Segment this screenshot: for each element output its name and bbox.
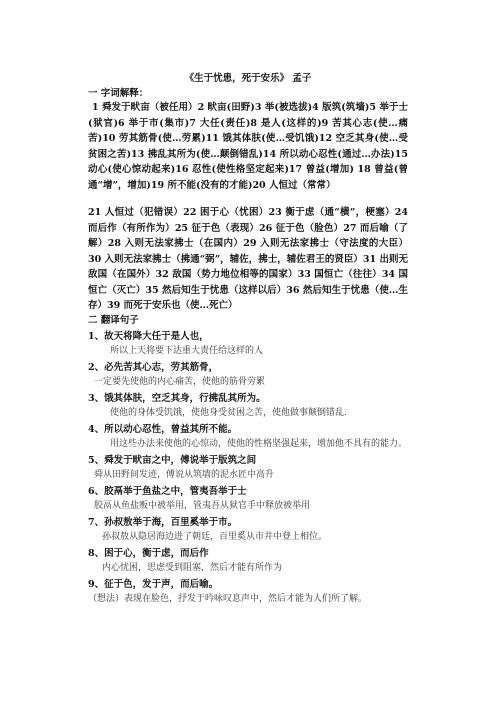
translation-answer: 胶鬲从鱼盐贩中被举用，管夷吾从狱官手中释放被举用 bbox=[94, 500, 311, 511]
translation-question: 2、必先苦其心志，劳其筋骨， bbox=[88, 361, 219, 373]
translation-question: 7、孙叔敖举于海，百里奚举于市。 bbox=[88, 516, 238, 528]
translation-answer: 内心忧困，思虑受到阻塞，然后才能有所作为 bbox=[102, 562, 283, 573]
translation-answer: 一定要先使他的内心痛苦，使他的筋骨劳累 bbox=[94, 376, 266, 387]
translation-question: 1、故天将降大任于是人也， bbox=[88, 330, 209, 342]
document-page bbox=[88, 72, 408, 608]
translation-question: 8、困于心，衡于虑，而后作 bbox=[88, 547, 209, 559]
translation-question: 5、舜发于畎亩之中，傅说举于版筑之间 bbox=[88, 454, 257, 466]
translation-question: 6、胶鬲举于鱼盐之中，管夷吾举于士 bbox=[88, 485, 247, 497]
translation-question: 9、征于色，发于声，而后喻。 bbox=[88, 578, 219, 590]
translation-answer: （想法）表现在脸色，抒发于吟咏叹息声中，然后才能为人们所了解。 bbox=[88, 593, 368, 604]
translation-answer: 孙叔敖从隐居海边进了朝廷，百里奚从市井中登上相位。 bbox=[102, 531, 328, 542]
section-heading-translation: 二 翻译句子 bbox=[88, 314, 139, 326]
translation-answer: 所以上天将要下达重大责任给这样的人 bbox=[110, 345, 264, 356]
translation-question: 3、饿其体肤，空乏其身，行拂乱其所为。 bbox=[88, 392, 266, 404]
translation-answer: 用这些办法来使他的心惊动，使他的性格坚强起来，增加他不具有的能力。 bbox=[110, 438, 408, 449]
vocabulary-paragraph-2: 21 人恒过（犯错误）22 困于心（忧困）23 衡于虑（通“横”，梗塞）24 而后作（有所作为）25 征于色（表现）26 征于色（脸色）27 而后喻（了解）28 入则无法家拂士（在国内）29 入则无法家拂士（守法度的大臣）30 入则无法家拂士（拂通“弼”，辅佐，拂士，辅佐君王的贤臣）31 出则无敌国（在国外）32 敌国（势力地位相等的国家）33 国恒亡（往往）34 国恒亡（灭亡）35 然后知生于忧患（这样以后）36 然后知生于忧患（使…生存）39 而死于安乐也（使…死亡） bbox=[88, 207, 408, 311]
translation-question: 4、所以动心忍性，曾益其所不能。 bbox=[88, 423, 238, 435]
translation-answer: 使他的身体受饥饿，使他身受贫困之苦，使他做事颠倒错乱. bbox=[110, 407, 347, 418]
document-title: 《生于忧患，死于安乐》 孟子 bbox=[184, 73, 312, 84]
vocabulary-paragraph-1: 1 舜发于畎亩（被任用）2 畎亩(田野)3 举(被选拔)4 版筑(筑墙)5 举于士(狱官)6 举于市(集市)7 大任(责任)8 是人(这样的)9 苦其心志(使…痛苦)10 劳其筋骨(使…劳累)11 饿其体肤(使…受饥饿)12 空乏其身(使…受贫困之苦)13 拂乱其所为(使…颠倒错乱)14 所以动心忍性(通过…办法)15 动心(使心惊动起来)16 忍性(使性格坚定起来)17 曾益(增加) 18 曾益(曾通“增”，增加)19 所不能(没有的才能)20 人恒过（常常） bbox=[88, 102, 408, 191]
translation-answer: 舜从田野间发迹，傅说从筑墙的泥水匠中高升 bbox=[94, 469, 275, 480]
section-heading-vocabulary: 一 字词解释： bbox=[88, 88, 149, 99]
paragraph-gap bbox=[88, 193, 408, 205]
